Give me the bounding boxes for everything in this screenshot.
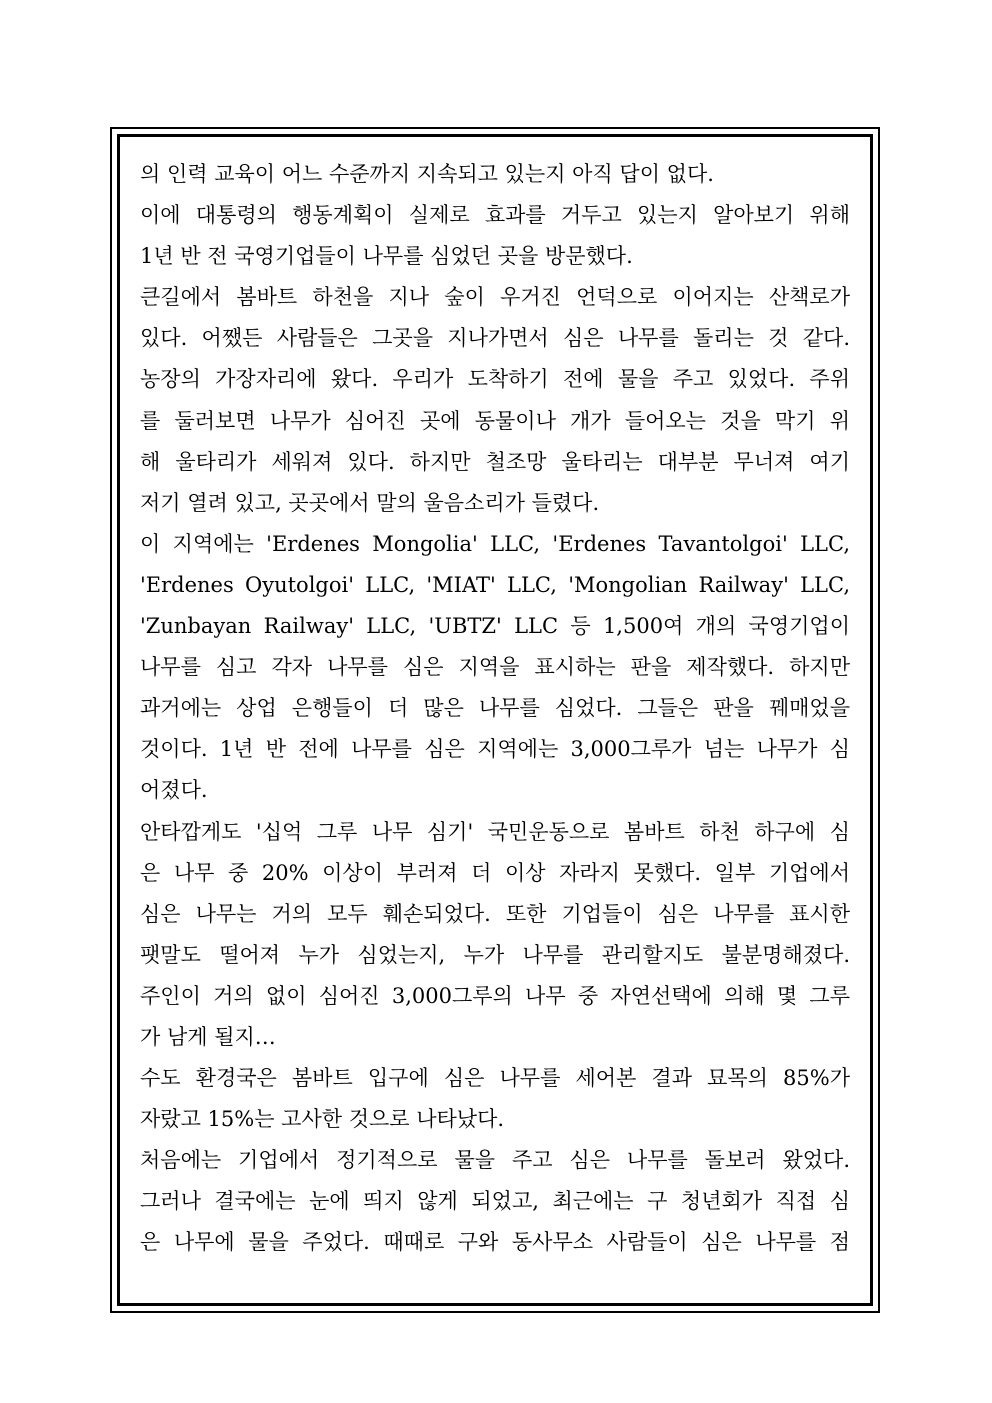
text-line: 나무를 심고 각자 나무를 심은 지역을 표시하는 판을 제작했다. 하지만: [140, 655, 850, 680]
text-line: 이 지역에는 'Erdenes Mongolia' LLC, 'Erdenes Tavantolgoi' LLC,: [140, 531, 850, 556]
text-line: 큰길에서 봄바트 하천을 지나 숲이 우거진 언덕으로 이어지는 산책로가: [140, 285, 850, 310]
text-line: 안타깝게도 '십억 그루 나무 심기' 국민운동으로 봄바트 하천 하구에 심: [140, 819, 850, 844]
text-line: 은 나무에 물을 주었다. 때때로 구와 동사무소 사람들이 심은 나무를 점: [140, 1230, 850, 1255]
text-line: 이에 대통령의 행동계획이 실제로 효과를 거두고 있는지 알아보기 위해: [140, 203, 850, 228]
text-line: 농장의 가장자리에 왔다. 우리가 도착하기 전에 물을 주고 있었다. 주위: [140, 367, 850, 392]
text-line: 심은 나무는 거의 모두 훼손되었다. 또한 기업들이 심은 나무를 표시한: [140, 901, 850, 926]
text-line: 어졌다.: [140, 778, 208, 803]
text-line: 것이다. 1년 반 전에 나무를 심은 지역에는 3,000그루가 넘는 나무가 심: [140, 737, 850, 762]
text-line: 를 둘러보면 나무가 심어진 곳에 동물이나 개가 들어오는 것을 막기 위: [140, 408, 850, 433]
text-line: 'Zunbayan Railway' LLC, 'UBTZ' LLC 등 1,500여 개의 국영기업이: [140, 614, 850, 639]
text-line: 자랐고 15%는 고사한 것으로 나타났다.: [140, 1107, 505, 1132]
text-line: 가 남게 될지…: [140, 1024, 276, 1049]
text-line: 있다. 어쨌든 사람들은 그곳을 지나가면서 심은 나무를 돌리는 것 같다.: [140, 326, 850, 351]
text-line: 과거에는 상업 은행들이 더 많은 나무를 심었다. 그들은 판을 꿰매었을: [140, 696, 850, 721]
text-line: 처음에는 기업에서 정기적으로 물을 주고 심은 나무를 돌보러 왔었다.: [140, 1148, 850, 1173]
text-line: 해 울타리가 세워져 있다. 하지만 철조망 울타리는 대부분 무너져 여기: [140, 449, 850, 474]
text-line: 수도 환경국은 봄바트 입구에 심은 나무를 세어본 결과 묘목의 85%가: [140, 1066, 850, 1091]
text-line: 팻말도 떨어져 누가 심었는지, 누가 나무를 관리할지도 불분명해졌다.: [140, 942, 850, 967]
text-line: 1년 반 전 국영기업들이 나무를 심었던 곳을 방문했다.: [140, 244, 633, 269]
text-line: 'Erdenes Oyutolgoi' LLC, 'MIAT' LLC, 'Mongolian Railway' LLC,: [140, 572, 850, 597]
document-body: [140, 154, 850, 1264]
text-line: 은 나무 중 20% 이상이 부러져 더 이상 자라지 못했다. 일부 기업에서: [140, 860, 850, 885]
text-line: 그러나 결국에는 눈에 띄지 않게 되었고, 최근에는 구 청년회가 직접 심: [140, 1189, 850, 1214]
text-line: 주인이 거의 없이 심어진 3,000그루의 나무 중 자연선택에 의해 몇 그루: [140, 983, 850, 1008]
text-line: 의 인력 교육이 어느 수준까지 지속되고 있는지 아직 답이 없다.: [140, 162, 714, 186]
text-line: 저기 열려 있고, 곳곳에서 말의 울음소리가 들렸다.: [140, 490, 600, 515]
